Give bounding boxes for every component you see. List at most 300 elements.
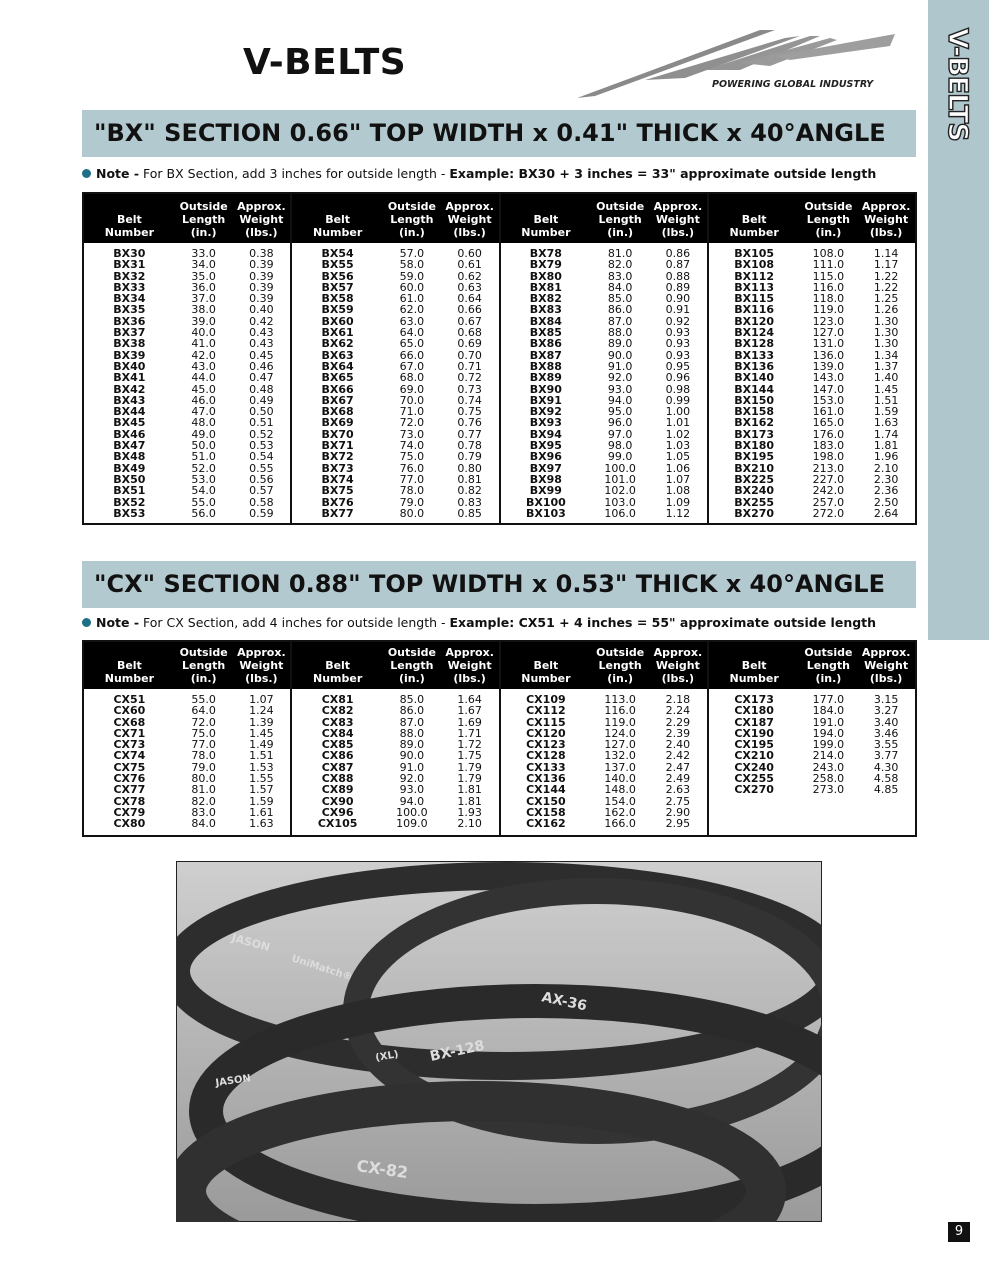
note-label: Note - (96, 166, 140, 181)
belt-number: BX116 (734, 303, 775, 317)
outside-length: 132.0 (604, 749, 636, 763)
outside-length: 90.0 (399, 749, 425, 763)
header-weight (857, 200, 915, 239)
approx-weight: 1.14 (873, 247, 899, 260)
outside-length: 213.0 (812, 461, 845, 475)
outside-length: 165.0 (812, 416, 845, 430)
approx-weight: 1.07 (665, 472, 691, 486)
belt-number: BX72 (321, 450, 354, 464)
logo-tagline: POWERING GLOBAL INDUSTRY (712, 79, 874, 90)
approx-weight: 1.61 (249, 805, 274, 819)
belt-number: BX78 (529, 247, 562, 260)
outside-length: 90.0 (607, 348, 633, 362)
outside-length: 85.0 (399, 693, 425, 706)
table-row (292, 451, 498, 462)
header-line: Length (390, 213, 434, 226)
approx-weight: 1.06 (665, 461, 691, 475)
approx-weight: 0.72 (457, 371, 482, 385)
belt-number: BX74 (321, 472, 354, 486)
outside-length: 191.0 (812, 715, 845, 729)
approx-weight: 4.85 (873, 783, 899, 797)
outside-length: 69.0 (399, 382, 425, 396)
belt-number: CX115 (526, 715, 566, 729)
belt-number: BX65 (321, 371, 354, 385)
approx-weight: 0.76 (457, 416, 482, 430)
belt-number: BX44 (113, 405, 146, 419)
outside-length: 38.0 (191, 303, 216, 317)
belt-number: BX100 (525, 495, 566, 509)
belt-number: BX133 (734, 348, 775, 362)
header-belt (292, 659, 383, 685)
approx-weight: 0.39 (249, 269, 274, 283)
belt-number: BX255 (734, 495, 775, 509)
belt-number: BX136 (734, 359, 775, 373)
header-line: Belt (533, 659, 559, 672)
approx-weight: 1.59 (873, 405, 899, 419)
approx-weight: 0.54 (249, 450, 274, 464)
approx-weight: 2.40 (665, 738, 691, 752)
header-belt (501, 213, 592, 239)
header-line: Number (521, 226, 571, 239)
cx-note (82, 615, 876, 630)
belt-number: BX56 (321, 269, 354, 283)
approx-weight: 2.90 (665, 805, 691, 819)
header-line: Number (521, 672, 571, 685)
outside-length: 154.0 (604, 794, 636, 808)
header-line: Number (312, 672, 363, 685)
table-column-group (290, 642, 498, 835)
approx-weight: 3.15 (873, 693, 899, 706)
outside-length: 78.0 (191, 749, 216, 763)
outside-length: 131.0 (812, 337, 845, 351)
approx-weight: 2.29 (665, 715, 691, 729)
table-column-group (290, 194, 498, 523)
approx-weight: 0.39 (249, 258, 274, 272)
belt-number: BX63 (321, 348, 354, 362)
table-row (292, 372, 498, 383)
outside-length: 227.0 (812, 472, 845, 486)
approx-weight: 0.66 (457, 303, 482, 317)
approx-weight: 1.81 (457, 783, 482, 797)
header-line: Belt (325, 659, 351, 672)
outside-length: 84.0 (191, 817, 216, 831)
header-line: Number (104, 226, 154, 239)
outside-length: 194.0 (812, 726, 845, 740)
belt-number: CX210 (734, 749, 774, 763)
approx-weight: 0.46 (249, 359, 274, 373)
header-belt (292, 213, 383, 239)
table-header (84, 642, 290, 689)
belt-number: CX89 (321, 783, 354, 797)
outside-length: 243.0 (812, 760, 845, 774)
table-row (709, 372, 915, 383)
outside-length: 214.0 (812, 749, 845, 763)
outside-length: 83.0 (607, 269, 633, 283)
outside-length: 70.0 (399, 393, 425, 407)
approx-weight: 0.43 (249, 337, 274, 351)
belt-number: CX190 (734, 726, 774, 740)
page-number: 9 (948, 1222, 970, 1242)
header-line: Weight (655, 213, 700, 226)
outside-length: 80.0 (399, 506, 425, 520)
outside-length: 88.0 (399, 726, 425, 740)
header-line: Weight (447, 213, 492, 226)
outside-length: 52.0 (191, 461, 216, 475)
belt-number: BX64 (321, 359, 354, 373)
table-row (84, 485, 290, 496)
approx-weight: 1.45 (249, 726, 274, 740)
belt-number: BX57 (321, 280, 354, 294)
approx-weight: 1.17 (873, 258, 899, 272)
approx-weight: 0.96 (665, 371, 691, 385)
approx-weight: 1.22 (873, 269, 899, 283)
approx-weight: 0.67 (457, 314, 482, 328)
outside-length: 84.0 (607, 280, 633, 294)
belt-number: BX113 (734, 280, 775, 294)
side-tab (928, 0, 989, 640)
table-header (292, 642, 498, 689)
approx-weight: 1.67 (457, 704, 482, 718)
table-header (292, 194, 498, 243)
approx-weight: 0.91 (665, 303, 691, 317)
outside-length: 258.0 (812, 772, 845, 786)
approx-weight: 2.49 (665, 772, 691, 786)
header-line: (lbs.) (869, 672, 903, 685)
approx-weight: 1.24 (249, 704, 274, 718)
outside-length: 257.0 (812, 495, 845, 509)
outside-length: 64.0 (191, 704, 216, 718)
belt-number: CX150 (526, 794, 566, 808)
header-line: Number (729, 672, 779, 685)
outside-length: 59.0 (399, 269, 425, 283)
outside-length: 58.0 (399, 258, 425, 272)
belt-number: BX99 (529, 484, 562, 498)
approx-weight: 1.81 (457, 794, 482, 808)
approx-weight: 1.79 (457, 760, 482, 774)
belt-number: BX50 (113, 472, 146, 486)
header-line: Number (104, 672, 154, 685)
approx-weight: 0.93 (665, 337, 691, 351)
table-row (501, 508, 707, 519)
header-length (383, 646, 441, 685)
header-line: Outside (596, 646, 645, 659)
belt-number: CX81 (321, 693, 354, 706)
table-row (84, 451, 290, 462)
outside-length: 87.0 (607, 314, 633, 328)
header-line: Outside (179, 646, 228, 659)
approx-weight: 1.03 (665, 439, 691, 453)
approx-weight: 0.90 (665, 292, 691, 306)
approx-weight: 0.74 (457, 393, 482, 407)
belt-number: CX79 (113, 805, 146, 819)
approx-weight: 0.45 (249, 348, 274, 362)
approx-weight: 1.81 (873, 439, 899, 453)
outside-length: 86.0 (607, 303, 633, 317)
belt-number: CX144 (526, 783, 566, 797)
table-header (501, 194, 707, 243)
outside-length: 91.0 (607, 359, 633, 373)
header-line: Belt (116, 213, 142, 226)
outside-length: 123.0 (812, 314, 845, 328)
outside-length: 116.0 (812, 280, 845, 294)
belt-number: CX80 (113, 817, 146, 831)
outside-length: 61.0 (399, 292, 425, 306)
belt-number: BX71 (321, 439, 354, 453)
belt-number: BX180 (734, 439, 775, 453)
outside-length: 113.0 (604, 693, 636, 706)
belt-number: BX87 (529, 348, 562, 362)
belt-number: BX61 (321, 326, 354, 340)
approx-weight: 2.63 (665, 783, 691, 797)
header-belt (709, 213, 800, 239)
outside-length: 44.0 (191, 371, 216, 385)
belt-number: CX270 (734, 783, 774, 797)
approx-weight: 1.30 (873, 314, 899, 328)
belt-number: BX86 (529, 337, 562, 351)
belt-number: CX96 (321, 805, 354, 819)
header-weight (441, 646, 499, 685)
header-line: Outside (804, 200, 853, 213)
table-row (84, 818, 290, 829)
outside-length: 96.0 (607, 416, 633, 430)
outside-length: 72.0 (399, 416, 425, 430)
approx-weight: 1.05 (665, 450, 691, 464)
approx-weight: 0.52 (249, 427, 274, 441)
table-row (84, 372, 290, 383)
approx-weight: 0.98 (665, 382, 691, 396)
belt-number: BX48 (113, 450, 146, 464)
belt-number: BX89 (529, 371, 562, 385)
bx-section-band (82, 110, 916, 157)
photo-brand-label-2: JASON (214, 1073, 252, 1089)
belt-number: CX123 (526, 738, 566, 752)
note-text: For BX Section, add 3 inches for outside length - (139, 166, 450, 181)
outside-length: 162.0 (604, 805, 636, 819)
outside-length: 118.0 (812, 292, 845, 306)
header-line: Length (598, 659, 642, 672)
belt-number: BX128 (734, 337, 775, 351)
photo-line-label: UniMatch® (290, 953, 354, 984)
outside-length: 147.0 (812, 382, 845, 396)
header-line: (in.) (815, 226, 842, 239)
outside-length: 35.0 (191, 269, 216, 283)
header-length (175, 646, 233, 685)
header-length (800, 646, 858, 685)
table-row (709, 338, 915, 349)
belt-number: BX73 (321, 461, 354, 475)
table-row (501, 372, 707, 383)
approx-weight: 3.77 (873, 749, 899, 763)
approx-weight: 0.73 (457, 382, 482, 396)
bullet-icon (82, 618, 91, 627)
belt-number: BX38 (113, 337, 146, 351)
approx-weight: 0.93 (665, 348, 691, 362)
bullet-icon (82, 169, 91, 178)
outside-length: 46.0 (191, 393, 216, 407)
belt-number: BX35 (113, 303, 146, 317)
approx-weight: 0.60 (457, 247, 482, 260)
approx-weight: 1.74 (873, 427, 899, 441)
belt-number: BX52 (113, 495, 146, 509)
belt-number: CX73 (113, 738, 146, 752)
belt-number: CX109 (526, 693, 566, 706)
approx-weight: 0.78 (457, 439, 482, 453)
table-row (501, 784, 707, 795)
header-line: Approx. (237, 200, 286, 213)
outside-length: 78.0 (399, 484, 425, 498)
outside-length: 137.0 (604, 760, 636, 774)
outside-length: 161.0 (812, 405, 845, 419)
header-line: Approx. (861, 646, 911, 659)
outside-length: 36.0 (191, 280, 216, 294)
outside-length: 55.0 (191, 693, 216, 706)
approx-weight: 1.63 (873, 416, 899, 430)
approx-weight: 0.87 (665, 258, 691, 272)
belt-number: BX94 (529, 427, 562, 441)
belt-number: CX128 (526, 749, 566, 763)
belt-number: BX69 (321, 416, 354, 430)
outside-length: 64.0 (399, 326, 425, 340)
approx-weight: 0.71 (457, 359, 482, 373)
belt-number: BX45 (113, 416, 146, 430)
outside-length: 98.0 (607, 439, 633, 453)
approx-weight: 3.40 (873, 715, 899, 729)
table-column-group (499, 194, 707, 523)
belt-number: CX60 (113, 704, 146, 718)
outside-length: 60.0 (399, 280, 425, 294)
header-line: (in.) (190, 226, 217, 239)
belt-number: BX210 (734, 461, 775, 475)
outside-length: 111.0 (812, 258, 845, 272)
table-row (84, 338, 290, 349)
outside-length: 143.0 (812, 371, 845, 385)
header-line: (in.) (607, 672, 634, 685)
belt-number: CX240 (734, 760, 774, 774)
table-row (292, 508, 498, 519)
belt-number: CX112 (526, 704, 566, 718)
belt-number: CX187 (734, 715, 774, 729)
belt-number: BX98 (529, 472, 562, 486)
belt-number: CX75 (113, 760, 146, 774)
outside-length: 106.0 (604, 506, 636, 520)
belt-number: BX120 (734, 314, 775, 328)
belt-number: BX39 (113, 348, 146, 362)
belt-number: CX76 (113, 772, 146, 786)
belt-number: BX270 (734, 506, 775, 520)
belt-number: CX133 (526, 760, 566, 774)
outside-length: 242.0 (812, 484, 845, 498)
table-row (709, 705, 915, 716)
belt-number: BX77 (321, 506, 354, 520)
outside-length: 140.0 (604, 772, 636, 786)
outside-length: 81.0 (607, 247, 633, 260)
header-line: Approx. (445, 200, 494, 213)
outside-length: 76.0 (399, 461, 425, 475)
belt-number: CX84 (321, 726, 354, 740)
approx-weight: 1.08 (665, 484, 691, 498)
approx-weight: 1.69 (457, 715, 482, 729)
approx-weight: 0.42 (249, 314, 274, 328)
table-row (501, 259, 707, 270)
header-line: Approx. (653, 200, 703, 213)
outside-length: 72.0 (191, 715, 216, 729)
table-header (501, 642, 707, 689)
header-line: Weight (447, 659, 492, 672)
outside-length: 42.0 (191, 348, 216, 362)
header-line: Belt (741, 213, 767, 226)
approx-weight: 1.30 (873, 326, 899, 340)
outside-length: 57.0 (399, 247, 425, 260)
approx-weight: 1.01 (665, 416, 691, 430)
outside-length: 88.0 (607, 326, 633, 340)
outside-length: 80.0 (191, 772, 216, 786)
header-line: Weight (655, 659, 700, 672)
belt-number: CX83 (321, 715, 354, 729)
belt-number: BX240 (734, 484, 775, 498)
approx-weight: 2.39 (665, 726, 691, 740)
approx-weight: 0.38 (249, 247, 274, 260)
approx-weight: 1.75 (457, 749, 482, 763)
belt-number: CX77 (113, 783, 146, 797)
header-weight (233, 200, 291, 239)
approx-weight: 0.64 (457, 292, 482, 306)
outside-length: 99.0 (607, 450, 633, 464)
belt-number: BX91 (529, 393, 562, 407)
approx-weight: 0.86 (665, 247, 691, 260)
header-line: Weight (239, 213, 284, 226)
outside-length: 77.0 (399, 472, 425, 486)
belt-number: BX85 (529, 326, 562, 340)
approx-weight: 0.40 (249, 303, 274, 317)
header-line: Outside (596, 200, 645, 213)
outside-length: 176.0 (812, 427, 845, 441)
belt-number: CX82 (321, 704, 354, 718)
belt-number: BX75 (321, 484, 354, 498)
outside-length: 136.0 (812, 348, 845, 362)
outside-length: 102.0 (604, 484, 636, 498)
belt-number: CX71 (113, 726, 146, 740)
header-weight (233, 646, 291, 685)
belt-number: BX144 (734, 382, 775, 396)
approx-weight: 1.25 (873, 292, 899, 306)
approx-weight: 0.68 (457, 326, 482, 340)
header-line: (in.) (815, 672, 842, 685)
approx-weight: 2.42 (665, 749, 691, 763)
header-line: Length (390, 659, 434, 672)
outside-length: 109.0 (396, 817, 428, 831)
header-line: Belt (325, 213, 351, 226)
header-line: Number (312, 226, 363, 239)
belt-number: BX53 (113, 506, 146, 520)
outside-length: 100.0 (604, 461, 636, 475)
belt-number: BX37 (113, 326, 146, 340)
approx-weight: 0.59 (249, 506, 274, 520)
outside-length: 37.0 (191, 292, 216, 306)
outside-length: 41.0 (191, 337, 216, 351)
outside-length: 75.0 (191, 726, 216, 740)
belt-number: BX173 (734, 427, 775, 441)
outside-length: 49.0 (191, 427, 216, 441)
outside-length: 94.0 (399, 794, 425, 808)
header-length (800, 200, 858, 239)
approx-weight: 2.10 (457, 817, 482, 831)
outside-length: 89.0 (399, 738, 425, 752)
belt-number: BX80 (529, 269, 562, 283)
belt-number: BX55 (321, 258, 354, 272)
table-row (84, 259, 290, 270)
outside-length: 153.0 (812, 393, 845, 407)
header-belt (709, 659, 800, 685)
